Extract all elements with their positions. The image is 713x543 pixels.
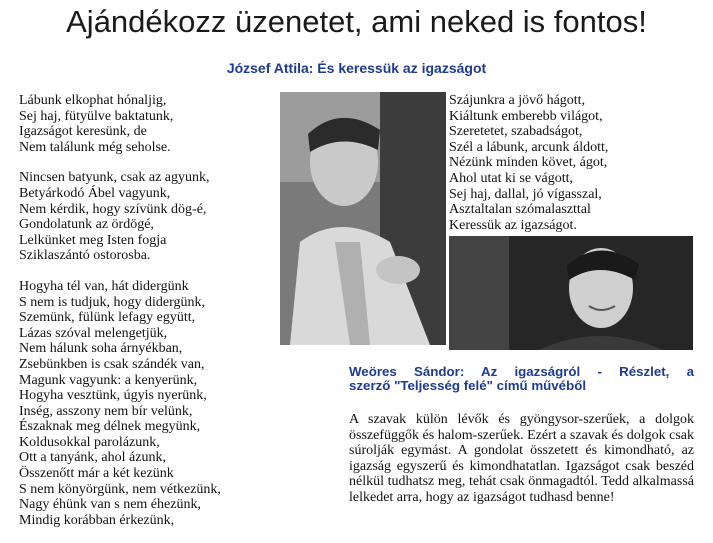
poem-line: S nem is tudjuk, hogy didergünk, (19, 294, 206, 310)
poem-line: Mindig korábban érkezünk, (19, 512, 175, 528)
poem-line: Nem találunk még seholse. (19, 139, 171, 155)
poem-line: Északnak meg délnek megyünk, (19, 419, 201, 435)
poem-line: Sziklaszántó ostorosba. (19, 248, 151, 264)
weores-heading (349, 365, 694, 393)
poem-line: Inség, asszony nem bír velünk, (19, 403, 193, 419)
poem-line: Koldusokkal parolázunk, (19, 434, 160, 450)
left-poem-text (19, 93, 281, 543)
weores-heading-line2: szerző "Teljesség felé" című művéből (349, 378, 587, 393)
poem-line: Zsebünkben is csak szándék van, (19, 356, 205, 372)
poem-title: József Attila: És keressük az igazságot (226, 60, 487, 76)
weores-heading-line1: Weöres Sándor: Az igazságról - Részlet, a (349, 364, 694, 379)
poem-line: Nagy éhünk van s nem éhezünk, (19, 497, 201, 513)
poem-stanza (19, 170, 281, 264)
weores-portrait-image (449, 236, 693, 350)
poem-line: Keressük az igazságot. (449, 217, 577, 233)
poem-line: S nem könyörgünk, nem vétkezünk, (19, 481, 221, 497)
poem-line: Lábunk elkophat hónaljig, (19, 93, 167, 108)
weores-paragraph: A szavak külön lévők és gyöngysor-szerűek, a dolgok összefüggők és halom-szerűek. Ezért a szavak és dolgok csak súrolják egymást. A gondolat összetett és kimondható, az igazság egyszerű és kimondhatatlan. Igazságot csak beszéd nélkül tudhatsz meg, tehát csak önmagadtól. Tedd alkalmassá lelkedet arra, hogy az igazságot tudhasd benne! (349, 412, 694, 505)
poem-line: Szél a lábunk, arcunk áldott, (449, 139, 609, 155)
poem-line: Magunk vagyunk: a kenyerünk, (19, 372, 198, 388)
poem-line: Sej haj, fütyülve baktatunk, (19, 108, 174, 124)
poem-line: Hogyha tél van, hát didergünk (19, 278, 189, 294)
poem-line: Ott a tanyánk, ahol ázunk, (19, 450, 166, 466)
poem-line: Sej haj, dallal, jó vígasszal, (449, 186, 602, 202)
right-poem-text (449, 93, 711, 233)
poem-stanza (19, 279, 281, 529)
poem-line: Lelkünket meg Isten fogja (19, 232, 167, 248)
poem-line: Lázas szóval melengetjük, (19, 325, 168, 341)
poem-line: Nem kérdik, hogy szívünk dög-é, (19, 201, 207, 217)
poem-line: Szemünk, fülünk lefagy együtt, (19, 310, 196, 326)
poem-line: Igazságot keresünk, de (19, 124, 147, 140)
poem-line: Nézünk minden követ, ágot, (449, 155, 608, 171)
poem-line: Nem hálunk soha árnyékban, (19, 341, 183, 357)
poem-line: Betyárkodó Ábel vagyunk, (19, 185, 171, 201)
poem-line: Kiáltunk emberebb világot, (449, 108, 603, 124)
poem-line: Összenőtt már a két kezünk (19, 466, 174, 482)
page-title: Ajándékozz üzenetet, ami neked is fontos! (66, 4, 647, 39)
poem-line: Szájunkra a jövő hágott, (449, 93, 586, 108)
poem-line: Nincsen batyunk, csak az agyunk, (19, 170, 210, 186)
poem-line: Szeretetet, szabadságot, (449, 124, 583, 140)
poem-line: Hogyha vesztünk, úgyis nyerünk, (19, 388, 207, 404)
poem-stanza (19, 93, 281, 155)
poem-line: Asztaltalan szómalaszttal (449, 202, 591, 218)
poem-line: Ahol utat ki se vágott, (449, 170, 574, 186)
poem-line: Gondolatunk az ördögé, (19, 217, 154, 233)
attila-portrait-image (280, 92, 446, 345)
